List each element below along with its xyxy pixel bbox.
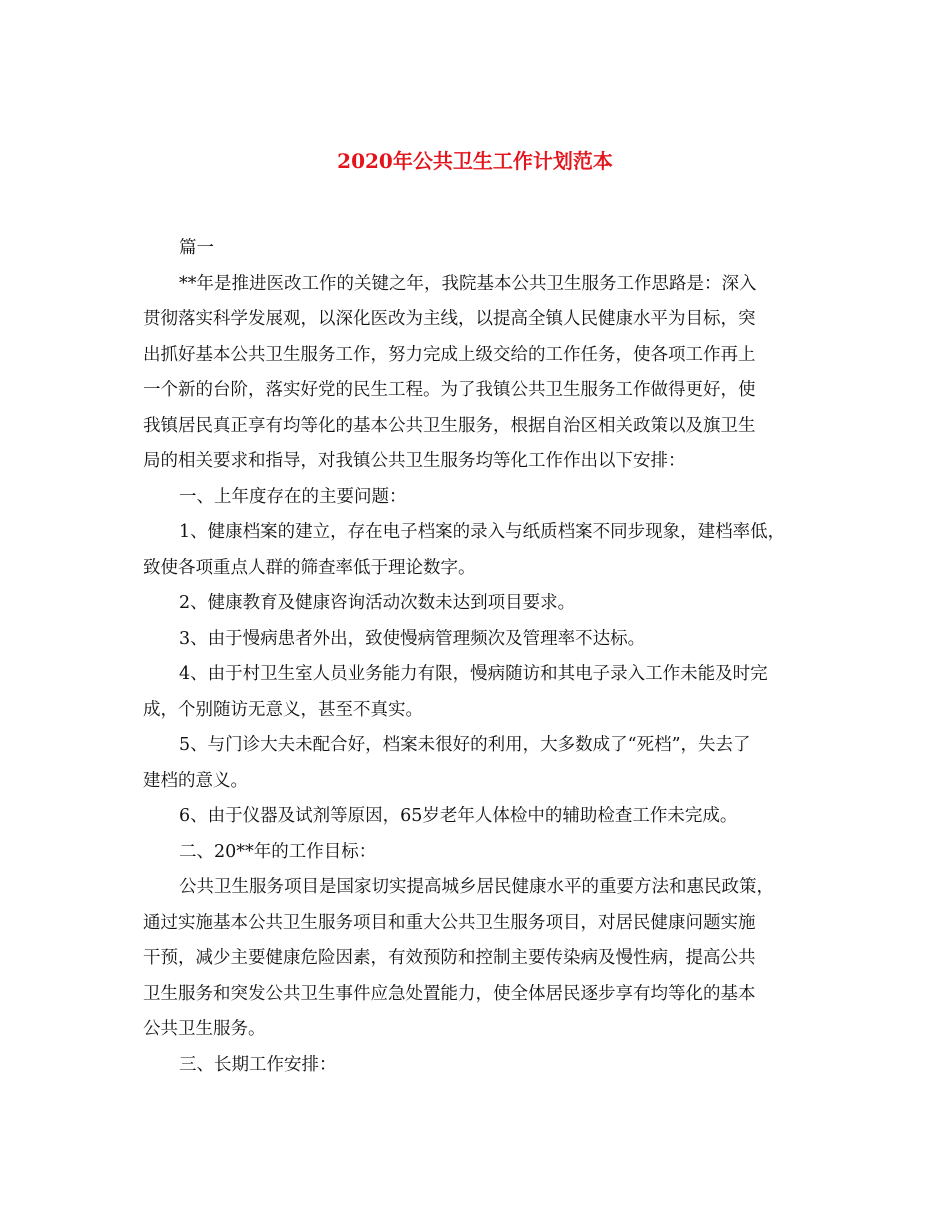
text-line: 3、由于慢病患者外出，致使慢病管理频次及管理率不达标。 (179, 628, 646, 649)
text-line: 贯彻落实科学发展观，以深化医改为主线，以提高全镇人民健康水平为目标，突 (143, 309, 756, 329)
text-line: 通过实施基本公共卫生服务项目和重大公共卫生服务项目，对居民健康问题实施 (143, 912, 756, 933)
text-line: 出抓好基本公共卫生服务工作，努力完成上级交给的工作任务，使各项工作再上 (143, 344, 756, 365)
text-line: 公共卫生服务。 (143, 1019, 266, 1039)
text-line: 我镇居民真正享有均等化的基本公共卫生服务，根据自治区相关政策以及旗卫生 (143, 415, 756, 436)
text-line: 5、与门诊大夫未配合好，档案未很好的利用，大多数成了“死档”，失去了 (179, 735, 751, 755)
text-line: 一、上年度存在的主要问题： (179, 486, 407, 507)
text-line: 成，个别随访无意义，甚至不真实。 (143, 699, 423, 720)
document-title: 2020年公共卫生工作计划范本 (337, 149, 613, 173)
text-line: 局的相关要求和指导，对我镇公共卫生服务均等化工作作出以下安排： (143, 451, 686, 471)
text-line: 2、健康教育及健康咨询活动次数未达到项目要求。 (179, 593, 576, 613)
text-line: 卫生服务和突发公共卫生事件应急处置能力，使全体居民逐步享有均等化的基本 (143, 983, 756, 1004)
text-line: 4、由于村卫生室人员业务能力有限，慢病随访和其电子录入工作未能及时完 (179, 664, 768, 684)
text-line: 6、由于仪器及试剂等原因，65岁老年人体检中的辅助检查工作未完成。 (179, 806, 738, 826)
text-line: 公共卫生服务项目是国家切实提高城乡居民健康水平的重要方法和惠民政策， (179, 877, 774, 897)
text-line: 致使各项重点人群的筛查率低于理论数字。 (143, 557, 476, 578)
text-line: 建档的意义。 (143, 770, 248, 791)
text-line: 1、健康档案的建立，存在电子档案的录入与纸质档案不同步现象，建档率低， (179, 522, 786, 542)
text-line: **年是推进医改工作的关键之年，我院基本公共卫生服务工作思路是：深入 (179, 273, 757, 294)
text-line: 三、长期工作安排： (179, 1054, 337, 1075)
text-line: 一个新的台阶，落实好党的民生工程。为了我镇公共卫生服务工作做得更好，使 (143, 380, 756, 400)
text-line: 二、20**年的工作目标： (179, 841, 377, 862)
text-line: 篇一 (179, 238, 214, 258)
text-line: 干预，减少主要健康危险因素，有效预防和控制主要传染病及慢性病，提高公共 (143, 948, 756, 968)
document-body (143, 231, 828, 1083)
